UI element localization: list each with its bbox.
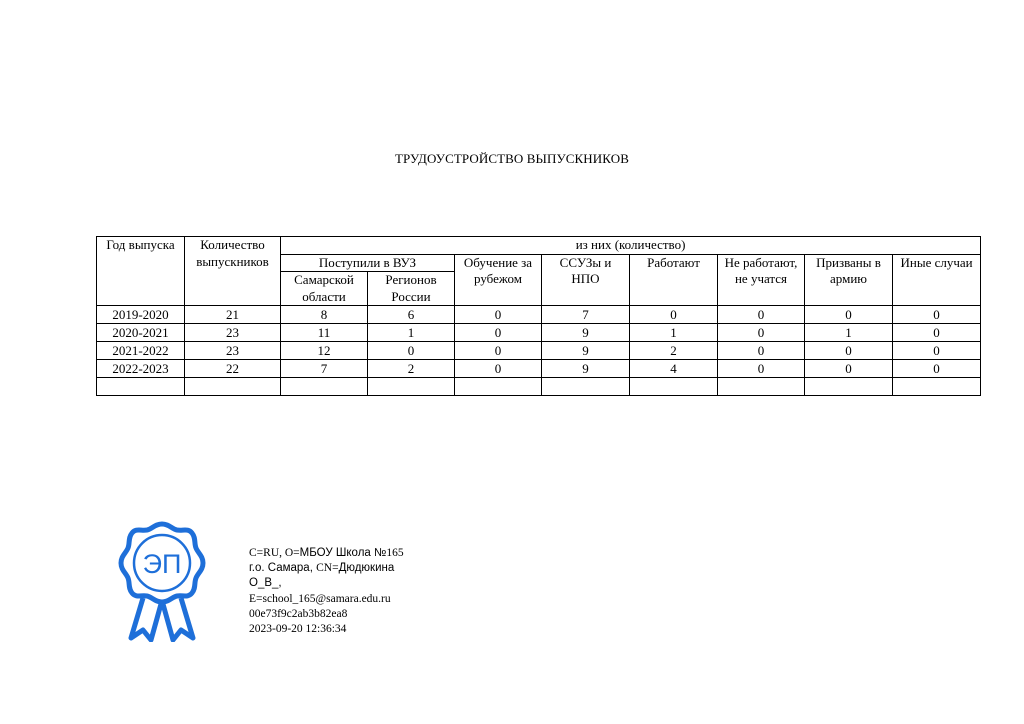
table-cell: 0 bbox=[893, 342, 981, 360]
table-cell: 12 bbox=[281, 342, 368, 360]
signature-timestamp: 2023-09-20 12:36:34 bbox=[249, 623, 347, 636]
signature-stamp-icon bbox=[117, 520, 207, 642]
table-cell: 23 bbox=[185, 324, 281, 342]
table-cell: 0 bbox=[805, 360, 893, 378]
header-working: Работают bbox=[630, 254, 718, 306]
header-university: Поступили в ВУЗ bbox=[281, 254, 455, 272]
table-cell: 11 bbox=[281, 324, 368, 342]
table-cell bbox=[368, 378, 455, 396]
signature-block bbox=[249, 546, 404, 637]
table-cell: 2021-2022 bbox=[97, 342, 185, 360]
header-not-working: Не работают, не учатся bbox=[718, 254, 805, 306]
table-cell: 23 bbox=[185, 342, 281, 360]
signature-line-3: О_В_, bbox=[249, 577, 282, 590]
table-row bbox=[97, 360, 981, 378]
table-cell: 7 bbox=[542, 306, 630, 324]
table-cell: 1 bbox=[805, 324, 893, 342]
table-cell: 0 bbox=[368, 342, 455, 360]
table-cell: 0 bbox=[718, 360, 805, 378]
header-ssuz: ССУЗы и НПО bbox=[542, 254, 630, 306]
table-cell: 0 bbox=[718, 342, 805, 360]
table-cell: 0 bbox=[805, 342, 893, 360]
table-cell: 0 bbox=[455, 306, 542, 324]
table-cell: 0 bbox=[718, 306, 805, 324]
header-of-them: из них (количество) bbox=[281, 237, 981, 255]
table-cell: 9 bbox=[542, 324, 630, 342]
table-cell: 4 bbox=[630, 360, 718, 378]
table-cell: 21 bbox=[185, 306, 281, 324]
table-cell: 0 bbox=[893, 360, 981, 378]
table-cell: 6 bbox=[368, 306, 455, 324]
table-cell: 0 bbox=[718, 324, 805, 342]
table-cell: 2 bbox=[368, 360, 455, 378]
table-cell: 0 bbox=[455, 360, 542, 378]
table-cell bbox=[185, 378, 281, 396]
table-cell: 1 bbox=[630, 324, 718, 342]
table-cell: 8 bbox=[281, 306, 368, 324]
table-cell: 0 bbox=[893, 324, 981, 342]
header-regions: Регионов России bbox=[368, 272, 455, 306]
table-cell bbox=[805, 378, 893, 396]
table-cell: 1 bbox=[368, 324, 455, 342]
table-row bbox=[97, 306, 981, 324]
table-cell: 2022-2023 bbox=[97, 360, 185, 378]
table-cell: 0 bbox=[893, 306, 981, 324]
signature-line-2: г.о. Самара, CN=Дюдюкина bbox=[249, 562, 395, 575]
table-cell: 0 bbox=[630, 306, 718, 324]
table-cell bbox=[455, 378, 542, 396]
table-cell bbox=[97, 378, 185, 396]
table-cell: 2 bbox=[630, 342, 718, 360]
table-cell: 7 bbox=[281, 360, 368, 378]
header-other: Иные случаи bbox=[893, 254, 981, 306]
graduates-table bbox=[96, 236, 981, 396]
table-cell: 0 bbox=[455, 342, 542, 360]
table-cell: 0 bbox=[455, 324, 542, 342]
table-cell: 9 bbox=[542, 360, 630, 378]
header-abroad: Обучение за рубежом bbox=[455, 254, 542, 306]
signature-email: E=school_165@samara.edu.ru bbox=[249, 592, 391, 605]
header-samara: Самарской области bbox=[281, 272, 368, 306]
table-row bbox=[97, 324, 981, 342]
table-cell bbox=[542, 378, 630, 396]
signature-line-1: C=RU, O=МБОУ Школа №165 bbox=[249, 547, 404, 559]
stamp-label: ЭП bbox=[142, 549, 182, 579]
table-row bbox=[97, 342, 981, 360]
table-cell bbox=[893, 378, 981, 396]
table-cell bbox=[630, 378, 718, 396]
header-count: Количество выпускников bbox=[185, 237, 281, 306]
table-cell: 9 bbox=[542, 342, 630, 360]
table-cell: 0 bbox=[805, 306, 893, 324]
table-cell bbox=[281, 378, 368, 396]
table-cell: 22 bbox=[185, 360, 281, 378]
header-year: Год выпуска bbox=[97, 237, 185, 306]
table-cell bbox=[718, 378, 805, 396]
table-cell: 2020-2021 bbox=[97, 324, 185, 342]
document-title: ТРУДОУСТРОЙСТВО ВЫПУСКНИКОВ bbox=[395, 151, 629, 166]
table-cell: 2019-2020 bbox=[97, 306, 185, 324]
header-army: Призваны в армию bbox=[805, 254, 893, 306]
table-row-empty bbox=[97, 378, 981, 396]
signature-serial: 00e73f9c2ab3b82ea8 bbox=[249, 607, 348, 620]
header-row-1 bbox=[97, 237, 981, 255]
